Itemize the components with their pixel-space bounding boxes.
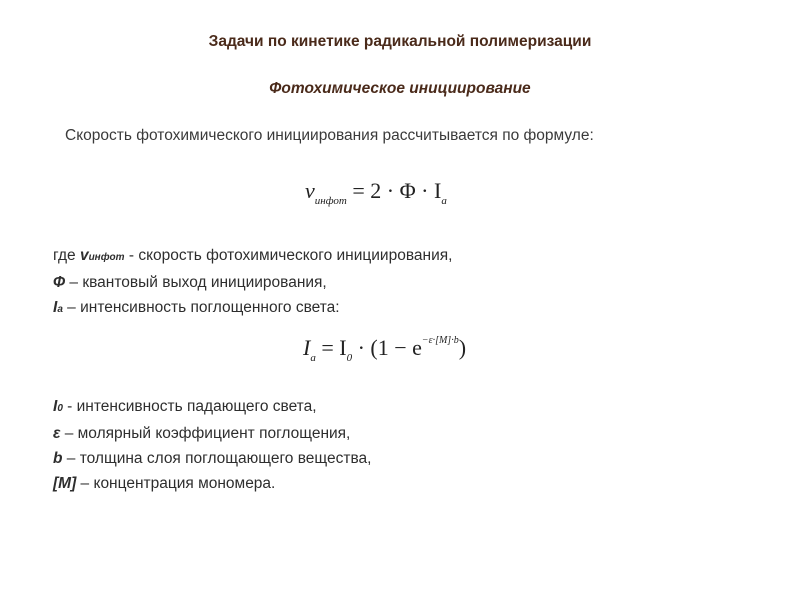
page-subtitle: Фотохимическое инициирование xyxy=(269,80,531,97)
definition-text: - интенсивность падающего света, xyxy=(62,398,317,415)
formula2-rhs-middle: · (1 − e xyxy=(352,335,422,360)
definition-text: – концентрация мономера. xyxy=(76,475,276,492)
definition-symbol-subscript: инфот xyxy=(88,252,125,263)
intro-text: Скорость фотохимического инициирования рассчитывается по формуле: xyxy=(65,127,594,144)
definition-line xyxy=(53,421,371,446)
definition-text: – молярный коэффициент поглощения, xyxy=(60,425,351,442)
definition-text: - скорость фотохимического инициирования, xyxy=(124,247,453,264)
definition-symbol: I xyxy=(53,398,58,415)
definition-text: – квантовый выход инициирования, xyxy=(65,274,327,291)
formula2-lhs-subscript: а xyxy=(310,352,316,364)
definition-prefix: где xyxy=(53,247,80,264)
formula2-lhs: I xyxy=(303,335,311,360)
formula2-rhs-start: = I xyxy=(321,335,347,360)
page-title: Задачи по кинетике радикальной полимеризации xyxy=(208,33,592,50)
formula-initiation-rate xyxy=(305,178,447,207)
definition-line xyxy=(53,471,371,496)
definition-line xyxy=(53,295,452,322)
formula-absorbed-intensity xyxy=(303,335,466,364)
definition-symbol: b xyxy=(53,450,63,467)
definition-line xyxy=(53,446,371,471)
definition-text: – интенсивность поглощенного света: xyxy=(62,299,340,316)
definitions-list-1 xyxy=(53,243,452,322)
definition-line xyxy=(53,394,371,421)
definition-symbol: I xyxy=(53,299,58,316)
definition-symbol: v xyxy=(79,247,89,264)
definition-symbol-subscript: 0 xyxy=(57,403,63,414)
formula2-rhs-end: ) xyxy=(458,335,467,360)
definition-symbol-subscript: а xyxy=(57,304,63,315)
definition-symbol: [M] xyxy=(53,475,77,492)
definition-line xyxy=(53,243,452,270)
definition-symbol: ε xyxy=(53,425,61,442)
definition-text: – толщина слоя поглощающего вещества, xyxy=(62,450,372,467)
formula1-lhs-symbol: ν xyxy=(305,178,315,203)
formula1-lhs-subscript: инфот xyxy=(314,195,347,207)
formula1-rhs: = 2 · Φ · I xyxy=(352,178,442,203)
definition-line xyxy=(53,270,452,295)
definitions-list-2 xyxy=(53,394,371,496)
formula1-rhs-subscript: а xyxy=(441,195,447,207)
formula2-rhs-subscript: 0 xyxy=(346,352,353,364)
definition-symbol: Ф xyxy=(53,274,66,291)
formula2-exponent: −ε·[M]·b xyxy=(421,335,459,346)
